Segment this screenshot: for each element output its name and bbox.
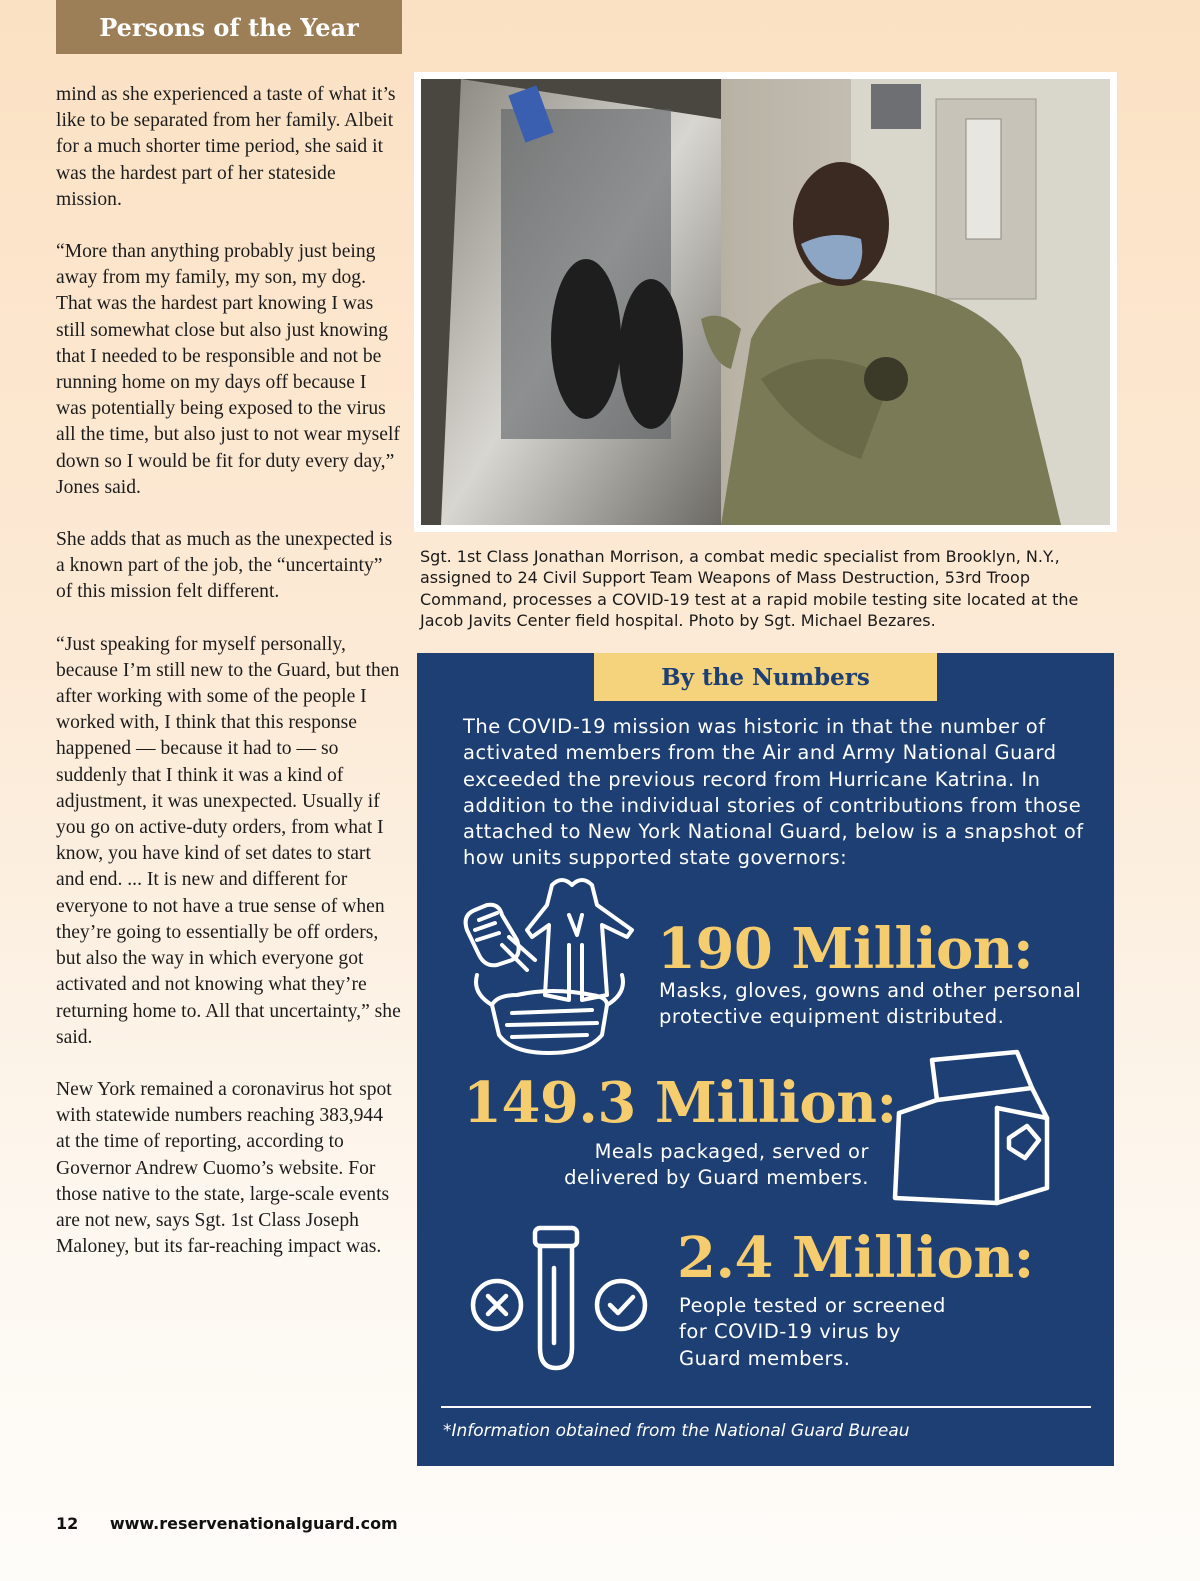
by-the-numbers-intro: The COVID-19 mission was historic in that the number of activated members from the Air and Army National Guard exceeded the previous record from Hurricane Katrina. In addition to the individual stories of contributions from those attached to New York National Guard, below is a snapshot of how units supported state governors: [463, 715, 1084, 870]
test-tube-icon [467, 1223, 657, 1373]
article-paragraph: New York remained a coronavirus hot spot with statewide numbers reaching 383,944 at the time of reporting, according to Governor Andrew Cuomo’s website. For those native to the state, large-scale events are not new, says Sgt. 1st Class Joseph Maloney, but its far-reaching impact was. [56, 1078, 392, 1258]
section-title: Persons of the Year [99, 12, 359, 42]
page-number: 12 [56, 1514, 79, 1533]
article-column [56, 82, 401, 1286]
photo-caption: Sgt. 1st Class Jonathan Morrison, a combat medic specialist from Brooklyn, N.Y., assigned to 24 Civil Support Team Weapons of Mass Destruction, 53rd Troop Command, processes a COVID-19 test at a rapid mobile testing site located at the Jacob Javits Center field hospital. Photo by Sgt. Michael Bezares. [420, 547, 1079, 630]
by-the-numbers-title [594, 653, 937, 701]
meal-bag-icon [887, 1048, 1057, 1208]
article-paragraph: “Just speaking for myself personally, because I’m still new to the Guard, but then after working with some of the people I worked with, I think that this response happened — because it had to — so suddenly that I think it was a kind of adjustment, it was unexpected. Usually if you go on active-duty orders, from what I know, you have kind of set dates to start and end. ... It is new and different for everyone to not have a true sense of when they’re going to essentially be off orders, but also the way in which everyone got activated and not knowing what they’re returning home to. All that uncertainty,” she said. [56, 633, 401, 1048]
photo-frame [414, 72, 1117, 532]
stat-value-tests: 2.4 Million: [677, 1225, 1034, 1291]
page-footer [56, 1514, 398, 1533]
article-paragraph: She adds that as much as the unexpected is a known part of the job, the “uncertainty” of this mission felt different. [56, 529, 393, 603]
section-header-tab [56, 0, 402, 54]
source-footnote: *Information obtained from the National Guard Bureau [443, 1421, 910, 1441]
website-link[interactable]: www.reservenationalguard.com [109, 1514, 398, 1533]
article-paragraph: “More than anything probably just being away from my family, my son, my dog. That was the hardest part knowing I was still somewhat close but also just knowing that I needed to be responsible and not be running home on my days off because I was potentially being exposed to the virus all the time, but also just to not wear myself down so I would be fit for duty every day,” Jones said. [56, 241, 400, 498]
stat-description-ppe: Masks, gloves, gowns and other personal protective equipment distributed. [659, 979, 1082, 1029]
lab-photo [421, 79, 1110, 525]
stat-description-tests: People tested or screened for COVID-19 virus by Guard members. [679, 1294, 946, 1370]
stat-value-ppe: 190 Million: [657, 916, 1034, 982]
ppe-icon [457, 875, 647, 1055]
by-the-numbers-title-text: By the Numbers [661, 663, 870, 691]
stat-value-meals: 149.3 Million: [463, 1070, 897, 1136]
footnote-divider [441, 1406, 1091, 1408]
by-the-numbers-box [417, 653, 1114, 1466]
stat-description-meals: Meals packaged, served or delivered by Guard members. [564, 1140, 869, 1190]
article-paragraph: mind as she experienced a taste of what it’s like to be separated from her family. Albeit for a much shorter time period, she said it was the hardest part of her stateside mission. [56, 84, 396, 210]
